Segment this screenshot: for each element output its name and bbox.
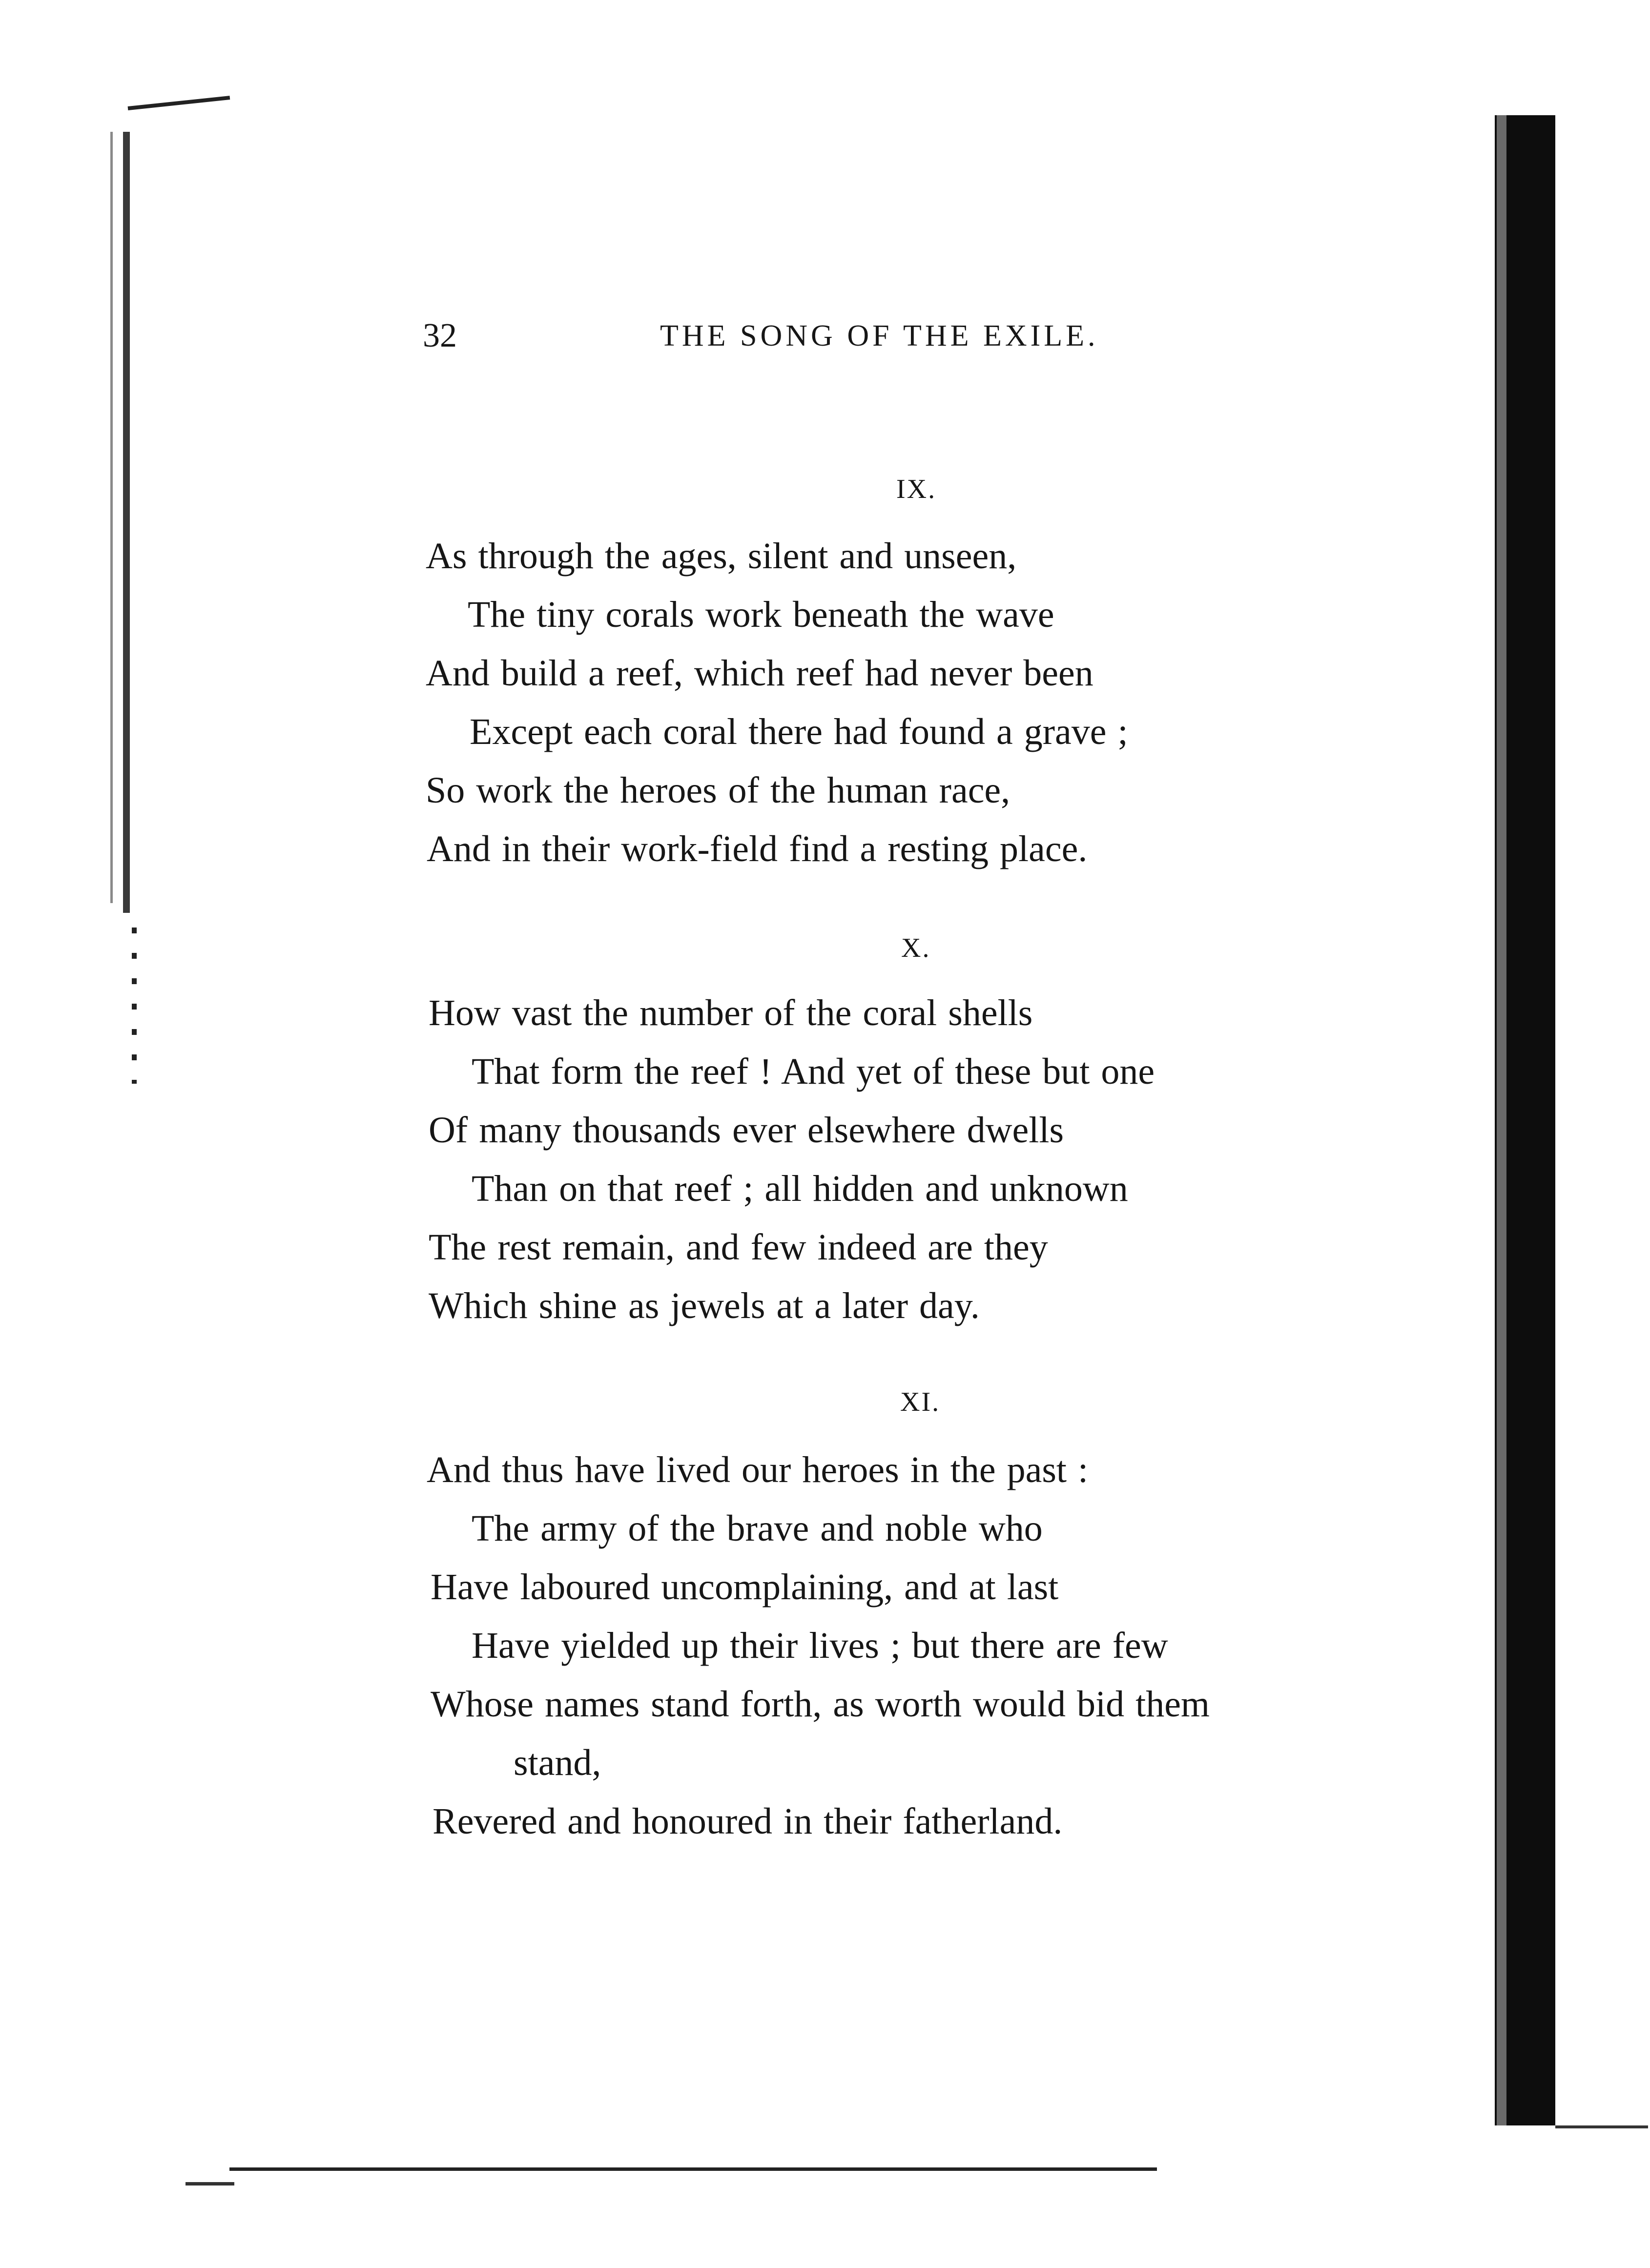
stanza-line: As through the ages, silent and unseen, xyxy=(426,536,1017,577)
stanza-line: Have yielded up their lives ; but there are few xyxy=(472,1625,1168,1666)
stanza-line: That form the reef ! And yet of these but one xyxy=(472,1051,1155,1092)
stanza-numeral-ix: IX. xyxy=(896,474,937,504)
stanza-line: The tiny corals work beneath the wave xyxy=(468,594,1054,635)
stanza-line: Which shine as jewels at a later day. xyxy=(429,1285,980,1326)
scan-edge-left xyxy=(123,132,130,913)
stanza-line: Than on that reef ; all hidden and unknown xyxy=(472,1168,1128,1209)
page-header xyxy=(423,316,1204,355)
scan-edge-bottom-left xyxy=(186,2182,234,2186)
stanza-line: How vast the number of the coral shells xyxy=(429,992,1033,1033)
stanza-line: And build a reef, which reef had never been xyxy=(426,653,1093,694)
stanza-line: Except each coral there had found a grave ; xyxy=(470,711,1128,752)
stanza-numeral-x: X. xyxy=(901,933,931,963)
scan-edge-bottom xyxy=(229,2167,1157,2171)
stanza-line: The rest remain, and few indeed are they xyxy=(429,1227,1048,1268)
running-head: THE SONG OF THE EXILE. xyxy=(660,319,1099,352)
stanza-line: And thus have lived our heroes in the past : xyxy=(427,1449,1089,1490)
scan-edge-bottom-right xyxy=(1555,2125,1648,2128)
stanza-line: stand, xyxy=(514,1742,601,1783)
page-number: 32 xyxy=(423,317,457,354)
scan-edge-right-shade xyxy=(1497,115,1506,2125)
stanza-line: Revered and honoured in their fatherland. xyxy=(433,1801,1063,1842)
scan-edge-left-thin xyxy=(110,132,113,903)
stanza-line: Have laboured uncomplaining, and at last xyxy=(431,1567,1059,1608)
scan-edge-left-dots xyxy=(132,928,137,1084)
stanza-line: Whose names stand forth, as worth would bid them xyxy=(431,1684,1210,1725)
stanza-line: Of many thousands ever elsewhere dwells xyxy=(429,1110,1064,1151)
stanza-line: And in their work-field find a resting place. xyxy=(427,828,1088,869)
stanza-line: The army of the brave and noble who xyxy=(472,1508,1043,1549)
stanza-line: So work the heroes of the human race, xyxy=(426,770,1011,811)
stanza-numeral-xi: XI. xyxy=(900,1387,941,1417)
scan-edge-left-top xyxy=(128,96,230,110)
